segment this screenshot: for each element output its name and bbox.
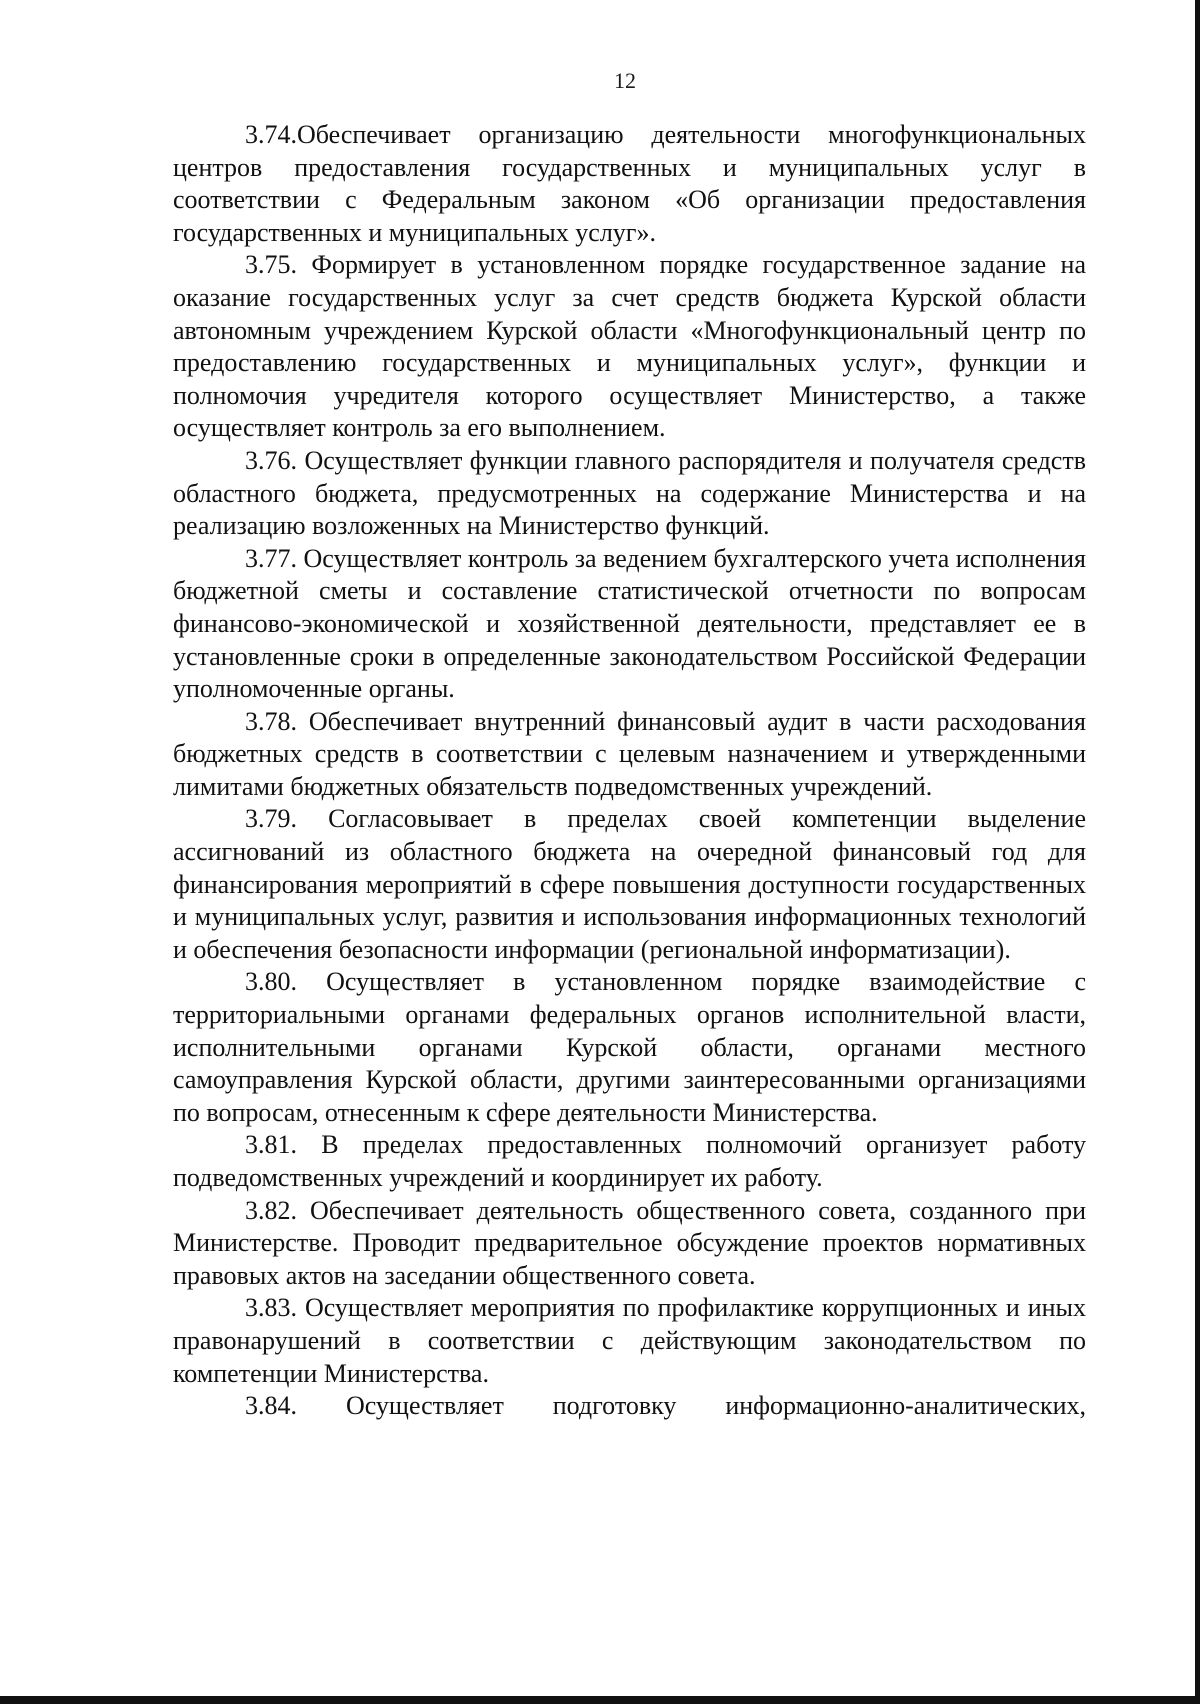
paragraph-3-74: 3.74.Обеспечивает организацию деятельности многофункциональных центров предоставления государственных и муниципальных услуг в соответствии с Федеральным законом «Об организации предоставления государственных и муниципальных услуг». <box>173 120 1086 247</box>
paragraph-3-75: 3.75. Формирует в установленном порядке государственное задание на оказание государственных услуг за счет средств бюджета Курской области автономным учреждением Курской области «Многофункциональный центр по предоставлению государственных и муниципальных услуг», функции и полномочия учредителя которого осуществляет Министерство, а также осуществляет контроль за его выполнением. <box>173 250 1086 443</box>
paragraph-3-84: 3.84. Осуществляет подготовку информационно-аналитических, <box>245 1391 1086 1421</box>
paragraph-3-82: 3.82. Обеспечивает деятельность общественного совета, созданного при Министерстве. Проводит предварительное обсуждение проектов нормативных правовых актов на заседании общественного совета. <box>173 1195 1086 1290</box>
page-number: 12 <box>614 68 636 93</box>
paragraph-3-76: 3.76. Осуществляет функции главного распорядителя и получателя средств областного бюджета, предусмотренных на содержание Министерства и на реализацию возложенных на Министерство функций. <box>173 445 1086 541</box>
paragraph-3-80: 3.80. Осуществляет в установленном порядке взаимодействие с территориальными органами федеральных органов исполнительной власти, исполнительными органами Курской области, органами местного самоуправления Курской области, другими заинтересованными организациями по вопросам, отнесенным к сфере деятельности Министерства. <box>173 967 1086 1127</box>
document-body <box>173 119 1086 1423</box>
scan-edge-bottom <box>0 1696 1200 1704</box>
scan-edge-right <box>1195 0 1200 1704</box>
paragraph-3-79: 3.79. Согласовывает в пределах своей компетенции выделение ассигнований из областного бюджета на очередной финансовый год для финансирования мероприятий в сфере повышения доступности государственных и муниципальных услуг, развития и использования информационных технологий и обеспечения безопасности информации (региональной информатизации). <box>173 804 1086 964</box>
paragraph-3-78: 3.78. Обеспечивает внутренний финансовый аудит в части расходования бюджетных средств в соответствии с целевым назначением и утвержденными лимитами бюджетных обязательств подведомственных учреждений. <box>173 706 1086 801</box>
paragraph-3-83: 3.83. Осуществляет мероприятия по профилактике коррупционных и иных правонарушений в соответствии с действующим законодательством по компетенции Министерства. <box>173 1293 1086 1388</box>
paragraph-3-81: 3.81. В пределах предоставленных полномочий организует работу подведомственных учреждений и координирует их работу. <box>173 1130 1086 1192</box>
paragraph-3-77: 3.77. Осуществляет контроль за ведением бухгалтерского учета исполнения бюджетной сметы и составление статистической отчетности по вопросам финансово-экономической и хозяйственной деятельности, представляет ее в установленные сроки в определенные законодательством Российской Федерации уполномоченные органы. <box>173 543 1086 704</box>
